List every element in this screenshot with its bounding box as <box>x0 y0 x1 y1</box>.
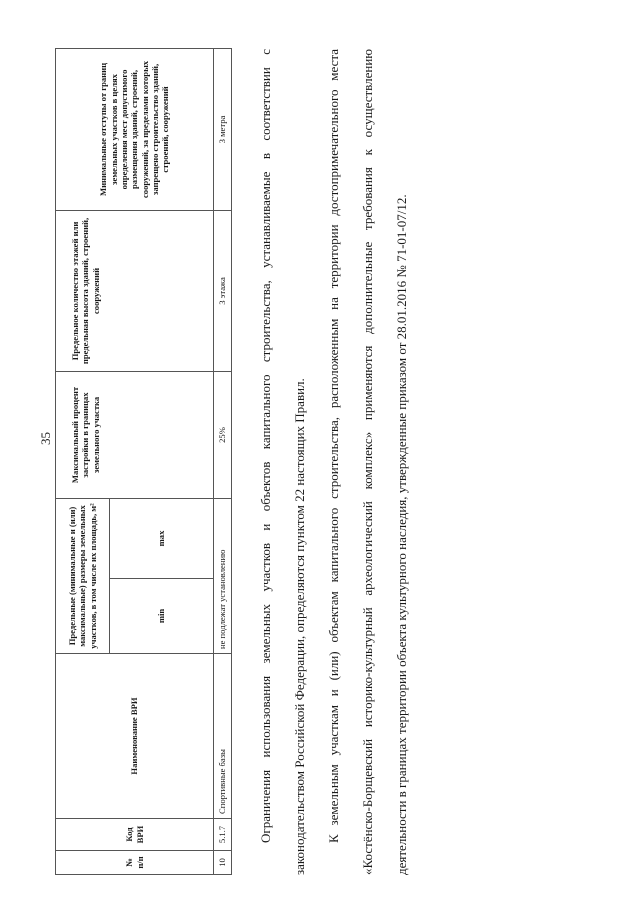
cell-percent: 25% <box>214 371 232 498</box>
header-name: Наименование ВРИ <box>56 654 214 819</box>
paragraph-heritage: К земельным участкам и (или) объектам капитального строительства, расположенным на территории достопримечательного места «Костёнско-Борщевский историко-культурный археологический комплекс» применяются дополнительные требования к осуществлению деятельности в границах территории объекта культурного наследия, утвержденные приказом от 28.01.2016 № 71-01-07/12. <box>326 49 409 875</box>
cell-floors: 3 этажа <box>214 210 232 371</box>
table-row <box>214 48 232 874</box>
header-code: Код ВРИ <box>56 819 214 851</box>
page-number: 35 <box>38 432 53 445</box>
header-size-group: Предельные (минимальные и (или) максимальные) размеры земельных участков, в том числе их площадь, м² <box>56 498 110 653</box>
header-min: min <box>110 579 214 654</box>
paragraph-restrictions: Ограничения использования земельных участков и объектов капитального строительства, устанавливаемые в соответствии с законодательством Российской Федерации, определяются пунктом 22 настоящих Правил. <box>258 49 307 875</box>
cell-name: Спортивные базы <box>214 654 232 819</box>
header-num: № п/п <box>56 851 214 875</box>
header-setback: Минимальные отступы от границ земельных участков в целях определения мест допустимого размещения зданий, строений, сооружений, за пределами которых запрещено строительство зданий, строений, сооружений <box>56 48 214 210</box>
cell-num: 10 <box>214 851 232 875</box>
cell-code: 5.1.7 <box>214 819 232 851</box>
zoning-table <box>55 48 232 875</box>
cell-size: не подлежат установлению <box>214 498 232 653</box>
header-floors: Предельное количество этажей или предельная высота зданий, строений, сооружений <box>56 210 214 371</box>
cell-setback: 3 метра <box>214 48 232 210</box>
header-percent: Максимальный процент застройки в границах земельного участка <box>56 371 214 498</box>
header-max: max <box>110 498 214 578</box>
rotated-page-content <box>55 25 425 875</box>
